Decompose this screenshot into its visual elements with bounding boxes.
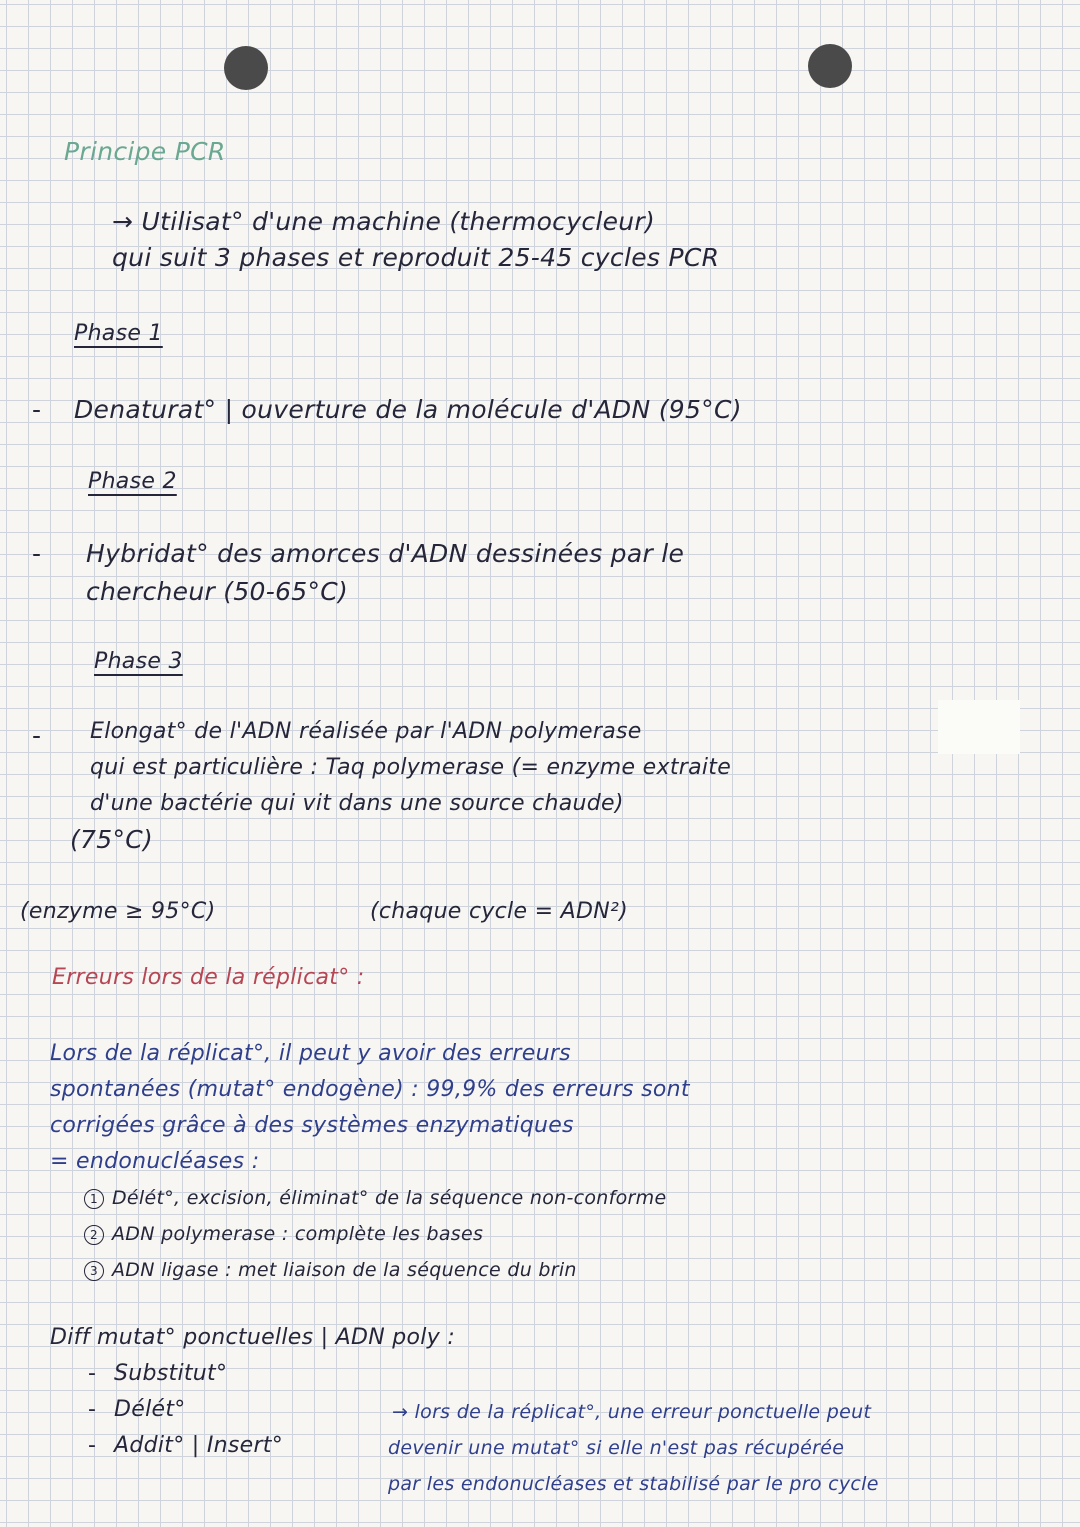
phase-1-text: Denaturat° | ouverture de la molécule d'ADN (95°C) xyxy=(74,395,742,424)
bullet-dash: - xyxy=(32,721,42,750)
errors-title: Erreurs lors de la réplicat° : xyxy=(52,965,365,990)
phase-3-line-1: Elongat° de l'ADN réalisée par l'ADN polymerase xyxy=(90,719,642,744)
step-number: 1 xyxy=(84,1189,104,1209)
step-text: Délét°, excision, éliminat° de la séquence non-conforme xyxy=(112,1187,667,1209)
page-title: Principe PCR xyxy=(64,137,226,166)
bullet-dash: - xyxy=(32,395,42,424)
phase-3-line-2: qui est particulière : Taq polymerase (= enzyme extraite xyxy=(90,755,732,780)
error-step-2 xyxy=(84,1224,483,1245)
note-enzyme: (enzyme ≥ 95°C) xyxy=(20,899,216,924)
mutations-title: Diff mutat° ponctuelles | ADN poly : xyxy=(50,1325,456,1350)
step-text: ADN polymerase : complète les bases xyxy=(112,1223,484,1245)
intro-line-2: qui suit 3 phases et reproduit 25-45 cycles PCR xyxy=(112,243,720,272)
phase-1-label: Phase 1 xyxy=(74,321,163,346)
step-number: 3 xyxy=(84,1261,104,1281)
errors-line-3: corrigées grâce à des systèmes enzymatiques xyxy=(50,1113,574,1138)
phase-2-label: Phase 2 xyxy=(88,469,177,494)
mutation-note-1: → lors de la réplicat°, une erreur ponctuelle peut xyxy=(392,1401,872,1423)
note-cycle: (chaque cycle = ADN²) xyxy=(370,899,628,924)
binder-hole-right xyxy=(808,44,852,88)
mutation-note-3: par les endonucléases et stabilisé par le pro cycle xyxy=(388,1473,879,1495)
phase-3-line-4: (75°C) xyxy=(70,825,154,854)
bullet-dash: - xyxy=(32,539,42,568)
paper-patch xyxy=(938,700,1020,754)
errors-line-4: = endonucléases : xyxy=(50,1149,260,1174)
intro-line-1: → Utilisat° d'une machine (thermocycleur) xyxy=(112,207,656,236)
binder-hole-left xyxy=(224,46,268,90)
bullet-dash: - xyxy=(88,1433,97,1458)
mutation-note-2: devenir une mutat° si elle n'est pas récupérée xyxy=(388,1437,845,1459)
error-step-1 xyxy=(84,1188,666,1209)
mutation-item-1: Substitut° xyxy=(114,1361,228,1386)
bullet-dash: - xyxy=(88,1397,97,1422)
step-text: ADN ligase : met liaison de la séquence du brin xyxy=(112,1259,577,1281)
phase-3-line-3: d'une bactérie qui vit dans une source chaude) xyxy=(90,791,624,816)
bullet-dash: - xyxy=(88,1361,97,1386)
errors-line-2: spontanées (mutat° endogène) : 99,9% des erreurs sont xyxy=(50,1077,690,1102)
phase-3-label: Phase 3 xyxy=(94,649,183,674)
error-step-3 xyxy=(84,1260,577,1281)
mutation-item-3: Addit° | Insert° xyxy=(114,1433,284,1458)
step-number: 2 xyxy=(84,1225,104,1245)
phase-2-line-1: Hybridat° des amorces d'ADN dessinées par le xyxy=(86,539,685,568)
errors-line-1: Lors de la réplicat°, il peut y avoir des erreurs xyxy=(50,1041,571,1066)
mutation-item-2: Délét° xyxy=(114,1397,186,1422)
phase-2-line-2: chercheur (50-65°C) xyxy=(86,577,349,606)
